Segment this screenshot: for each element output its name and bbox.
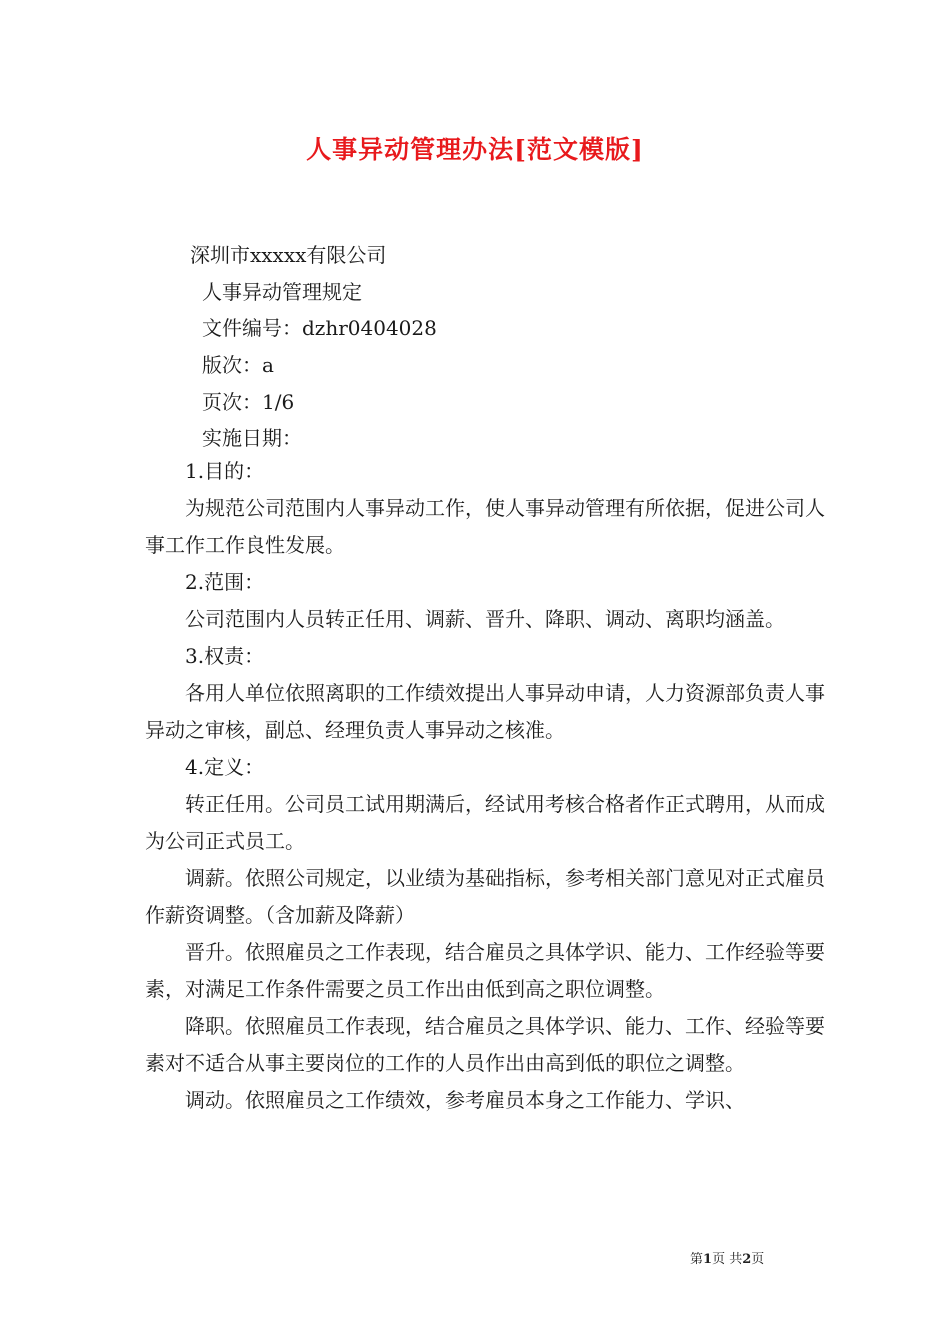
paragraph: 晋升。依照雇员之工作表现，结合雇员之具体学识、能力、工作经验等要素，对满足工作条件需要之员工作出由低到高之职位调整。: [145, 940, 825, 1001]
footer-page-number: 1: [703, 1252, 713, 1267]
document-title: 人事异动管理办法[范文模版]: [306, 135, 644, 164]
section-heading: 2.范围：: [185, 570, 265, 594]
paragraph: 为规范公司范围内人事异动工作，使人事异动管理有所依据，促进公司人事工作工作良性发展。: [145, 496, 825, 557]
page-count: 页次：1/6: [202, 390, 295, 414]
section-heading: 3.权责：: [185, 644, 265, 668]
document-body: [145, 453, 825, 1119]
page-footer: [690, 1248, 764, 1267]
company-name: 深圳市xxxxx有限公司: [190, 243, 387, 267]
footer-prefix: 第: [690, 1252, 704, 1267]
footer-middle: 页 共: [712, 1252, 743, 1267]
section-heading: 4.定义：: [185, 755, 265, 779]
effective-date: 实施日期：: [202, 426, 302, 450]
paragraph: 公司范围内人员转正任用、调薪、晋升、降职、调动、离职均涵盖。: [185, 607, 785, 631]
paragraph: 调动。依照雇员之工作绩效，参考雇员本身之工作能力、学识、: [185, 1088, 745, 1112]
footer-suffix: 页: [751, 1252, 765, 1267]
paragraph: 各用人单位依照离职的工作绩效提出人事异动申请，人力资源部负责人事异动之审核，副总、经理负责人事异动之核准。: [145, 681, 825, 742]
file-number: 文件编号：dzhr0404028: [202, 316, 437, 340]
footer-total-pages: 2: [742, 1252, 752, 1267]
regulation-name: 人事异动管理规定: [202, 280, 362, 304]
version: 版次：a: [202, 353, 274, 377]
section-heading: 1.目的：: [185, 459, 265, 483]
paragraph: 转正任用。公司员工试用期满后，经试用考核合格者作正式聘用，从而成为公司正式员工。: [145, 792, 825, 853]
paragraph: 调薪。依照公司规定，以业绩为基础指标，参考相关部门意见对正式雇员作薪资调整。（含加薪及降薪）: [145, 866, 825, 927]
paragraph: 降职。依照雇员工作表现，结合雇员之具体学识、能力、工作、经验等要素对不适合从事主要岗位的工作的人员作出由高到低的职位之调整。: [145, 1014, 825, 1075]
